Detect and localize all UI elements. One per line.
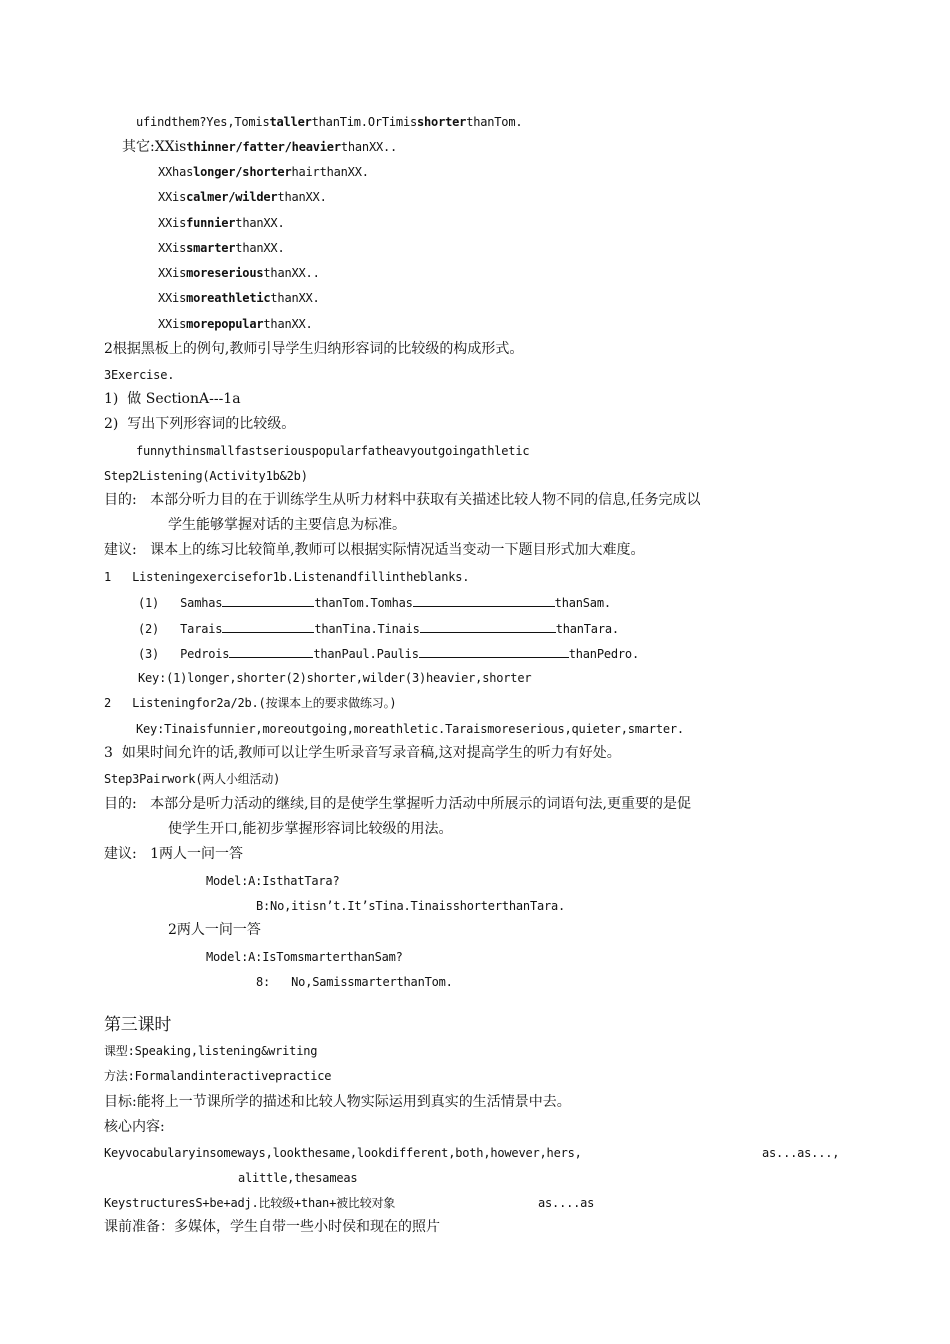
exercise-item-1: 1) 做 SectionA---1a [104, 391, 241, 407]
example-calmer: XXiscalmer/wilderthanXX. [158, 190, 327, 204]
key-vocabulary-cont: alittle,thesameas [238, 1171, 358, 1185]
lesson3-type: 课型:Speaking,listening&writing [104, 1044, 318, 1058]
step2-suggestion: 建议: 课本上的练习比较简单,教师可以根据实际情况适当变动一下题目形式加大难度。 [104, 542, 645, 558]
step3-purpose: 目的: 本部分是听力活动的继续,目的是使学生掌握听力活动中所展示的词语句法,更重要的是促 [104, 796, 691, 812]
pair-activity-2: 2两人一问一答 [168, 922, 261, 938]
other-examples-line: 其它:XXisthinner/fatter/heavierthanXX.. [122, 139, 398, 155]
step2-heading: Step2Listening(Activity1b&2b) [104, 469, 308, 483]
step2-purpose-cont: 学生能够掌握对话的主要信息为标准。 [168, 517, 406, 533]
example-athletic: XXismoreathleticthanXX. [158, 291, 320, 305]
lesson3-method: 方法:Formalandinteractivepractice [104, 1069, 332, 1083]
model-2-b: 8: No,SamissmarterthanTom. [256, 975, 453, 989]
lesson3-preparation: 课前准备：多媒体，学生自带一些小时侯和现在的照片 [104, 1219, 440, 1235]
model-1-b: B:No,itisn’t.It’sTina.TinaisshorterthanTara. [256, 899, 566, 913]
example-hair: XXhaslonger/shorterhairthanXX. [158, 165, 369, 179]
lesson3-goal: 目标:能将上一节课所学的描述和比较人物实际运用到真实的生活情景中去。 [104, 1094, 571, 1110]
exercise-heading: 3Exercise. [104, 368, 175, 382]
blank-row-1: (1) Samhas thanTom.Tomhas thanSam. [138, 596, 611, 610]
lesson3-heading: 第三课时 [104, 1015, 172, 1035]
summary-step: 2根据黑板上的例句,教师引导学生归纳形容词的比较级的构成形式。 [104, 341, 524, 357]
example-serious: XXismoreseriousthanXX.. [158, 266, 320, 280]
exercise-item-2: 2) 写出下列形容词的比较级。 [104, 416, 296, 432]
key-2a2b: Key:Tinaisfunnier,moreoutgoing,moreathletic.Taraismoreserious,quieter,smarter. [136, 722, 684, 736]
key-vocabulary-asas: as...as..., [762, 1146, 840, 1160]
step3-heading: Step3Pairwork(两人小组活动) [104, 772, 281, 786]
example-funnier: XXisfunnierthanXX. [158, 216, 285, 230]
adjective-list: funnythinsmallfastseriouspopularfatheavyoutgoingathletic [136, 444, 530, 458]
key-structures-asas: as....as [538, 1196, 595, 1210]
step2-purpose: 目的: 本部分听力目的在于训练学生从听力材料中获取有关描述比较人物不同的信息,任务完成以 [104, 492, 701, 508]
example-smarter: XXissmarterthanXX. [158, 241, 285, 255]
blank-row-2: (2) Tarais thanTina.Tinais thanTara. [138, 622, 619, 636]
key-vocabulary: Keyvocabularyinsomeways,lookthesame,lookdifferent,both,however,hers, [104, 1146, 582, 1160]
listening-tip: 3 如果时间允许的话,教师可以让学生听录音写录音稿,这对提高学生的听力有好处。 [104, 745, 621, 761]
example-line: ufindthem?Yes,TomistallerthanTim.OrTimisshorterthanTom. [136, 115, 523, 129]
lesson3-core: 核心内容: [104, 1119, 165, 1135]
key-structures: KeystructuresS+be+adj.比较级+than+被比较对象 [104, 1196, 396, 1210]
model-1-a: Model:A:IsthatTara? [206, 874, 340, 888]
example-popular: XXismorepopularthanXX. [158, 317, 313, 331]
model-2-a: Model:A:IsTomsmarterthanSam? [206, 950, 403, 964]
listening-2a2b: 2 Listeningfor2a/2b.(按课本上的要求做练习。) [104, 696, 397, 710]
step3-suggestion: 建议: 1两人一问一答 [104, 846, 243, 862]
step3-purpose-cont: 使学生开口,能初步掌握形容词比较级的用法。 [168, 821, 453, 837]
listening-1b: 1 Listeningexercisefor1b.Listenandfillintheblanks. [104, 570, 470, 584]
blank-row-3: (3) Pedrois thanPaul.Paulis thanPedro. [138, 647, 639, 661]
key-1b: Key:(1)longer,shorter(2)shorter,wilder(3)heavier,shorter [138, 671, 532, 685]
